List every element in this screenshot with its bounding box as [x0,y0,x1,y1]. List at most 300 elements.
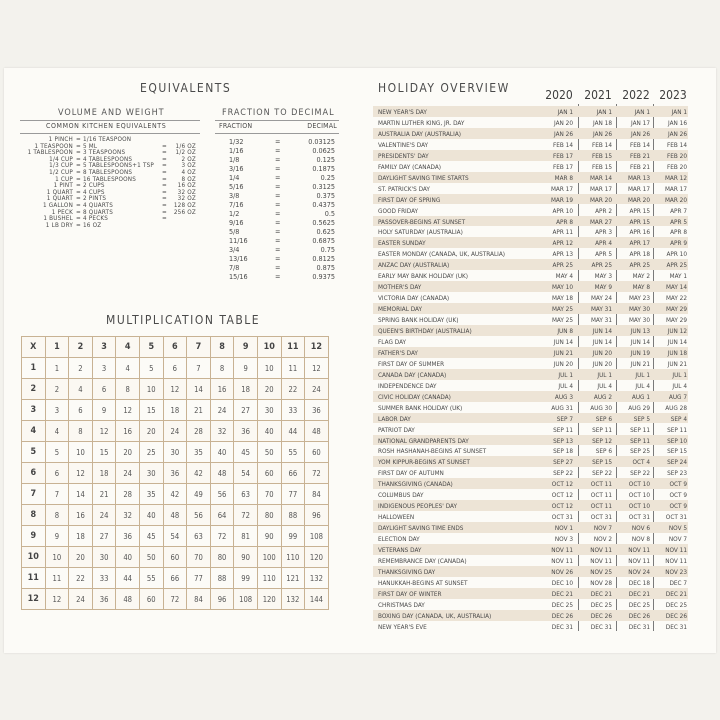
fraction-value: 1/8 [229,155,240,164]
multiplication-row [22,463,329,484]
volume-ounces: 2 OZ [181,155,196,163]
holiday-name: BOXING DAY (CANADA, UK, AUSTRALIA) [378,611,492,620]
fraction-equals: = [275,137,281,146]
decimal-value: 0.03125 [308,137,335,146]
holiday-date: MAY 23 [628,294,650,303]
holiday-date: JUN 8 [557,327,573,335]
multiplication-header-cell: 5 [139,337,163,358]
fraction-row [215,191,339,200]
holiday-row [373,424,688,435]
holiday-row [373,117,688,128]
holiday-date: AUG 30 [590,403,612,412]
fraction-value: 1/4 [229,173,240,182]
volume-equivalent: 4 CUPS [83,188,105,196]
fraction-row [215,245,339,254]
multiplication-cell: 48 [163,505,187,526]
volume-equivalent: 16 TABLESPOONS [83,175,137,183]
multiplication-cell: 15 [92,442,116,463]
holiday-date: JAN 16 [668,118,687,127]
holiday-row [373,402,688,413]
volume-ounces: 1/2 OZ [175,149,196,157]
multiplication-cell: 36 [234,421,258,442]
volume-row [20,223,200,230]
holiday-date: APR 11 [552,228,573,237]
holiday-date: NOV 24 [628,567,650,576]
holiday-date: SEP 22 [553,469,573,478]
volume-equals: = [76,202,81,209]
holiday-date: APR 8 [670,228,687,237]
holiday-row [373,248,688,259]
multiplication-cell: 7 [45,484,69,505]
multiplication-header-cell: 6 [22,463,46,484]
volume-amount: 1/3 CUP [49,162,73,170]
fraction-row [215,272,339,281]
fraction-row [215,164,339,173]
fraction-value: 1/32 [229,137,244,146]
holiday-name: DAYLIGHT SAVING TIME STARTS [378,173,469,182]
holiday-date: JAN 20 [554,118,573,127]
holiday-row [373,413,688,424]
multiplication-cell: 22 [69,568,93,589]
holiday-date: JUN 21 [630,359,650,368]
fraction-value: 11/16 [229,236,248,245]
multiplication-row [22,547,329,568]
holiday-date: OCT 11 [590,480,612,489]
multiplication-cell: 72 [163,589,187,610]
holiday-date: NOV 8 [631,535,650,544]
holiday-name: HOLY SATURDAY (AUSTRALIA) [378,228,463,237]
volume-equals-2: = [162,155,167,163]
multiplication-cell: 56 [210,484,234,505]
multiplication-cell: 54 [163,526,187,547]
multiplication-row [22,358,329,379]
volume-ounces: 256 OZ [173,208,196,216]
multiplication-row [22,400,329,421]
multiplication-cell: 8 [210,358,234,379]
multiplication-row [22,526,329,547]
decimal-value: 0.5 [324,209,335,218]
decimal-value: 0.875 [316,263,335,272]
holiday-date: OCT 10 [628,480,650,489]
volume-amount: 1/4 CUP [49,155,73,163]
holiday-date: DEC 26 [551,611,573,620]
holiday-date: JAN 26 [668,129,687,138]
volume-ounces: 1/6 OZ [175,142,196,150]
fraction-value: 13/16 [229,254,248,263]
multiplication-header-cell: 8 [210,337,234,358]
holiday-date: MAY 10 [551,283,573,292]
holiday-date: APR 25 [666,261,687,270]
multiplication-cell: 20 [116,442,140,463]
multiplication-cell: 63 [234,484,258,505]
volume-ounces: 32 OZ [177,195,196,203]
holiday-row [373,347,688,358]
volume-equals-2: = [162,162,167,170]
holiday-date: NOV 11 [665,546,687,554]
holiday-date: NOV 2 [593,535,612,544]
multiplication-cell: 144 [305,589,329,610]
holiday-date: MAY 25 [551,316,573,325]
multiplication-cell: 48 [116,589,140,610]
holiday-name: REMEMBRANCE DAY (CANADA) [378,556,467,565]
holiday-date: SEP 5 [633,414,650,423]
decimal-value: 0.1875 [312,164,335,173]
holiday-row [373,314,688,325]
multiplication-header-cell: 5 [22,442,46,463]
holiday-date: FEB 21 [629,151,650,160]
multiplication-cell: 2 [69,358,93,379]
multiplication-cell: 96 [305,505,329,526]
multiplication-cell: 32 [116,505,140,526]
holiday-date: NOV 11 [551,556,573,565]
multiplication-cell: 60 [305,442,329,463]
holiday-date: APR 16 [629,228,650,237]
multiplication-cell: 44 [281,421,305,442]
volume-ounces: 128 OZ [173,202,196,209]
holiday-date: MAY 1 [669,272,687,281]
holiday-name: HANUKKAH-BEGINS AT SUNSET [378,578,468,587]
fraction-header-rule [215,120,339,134]
holiday-name: SUMMER BANK HOLIDAY (UK) [378,403,463,412]
holiday-row [373,577,688,588]
multiplication-header-cell: 1 [45,337,69,358]
holiday-date: OCT 11 [590,491,612,500]
holiday-date: NOV 26 [551,567,573,576]
fraction-row [215,155,339,164]
holiday-row [373,216,688,227]
holiday-name: VICTORIA DAY (CANADA) [378,294,450,303]
holiday-date: OCT 31 [665,513,687,522]
multiplication-cell: 96 [210,589,234,610]
decimal-value: 0.125 [316,155,335,164]
fraction-value: 7/16 [229,200,244,209]
holiday-row [373,435,688,446]
multiplication-cell: 84 [187,589,211,610]
volume-equals: = [76,215,81,223]
fraction-equals: = [275,272,281,281]
holiday-date: FEB 14 [629,140,650,149]
multiplication-cell: 22 [281,379,305,400]
multiplication-cell: 77 [281,484,305,505]
multiplication-cell: 45 [234,442,258,463]
multiplication-cell: 20 [257,379,281,400]
multiplication-cell: 11 [281,358,305,379]
holiday-date: JAN 26 [593,129,612,138]
holiday-date: OCT 12 [551,480,573,489]
holiday-name: VETERANS DAY [378,546,422,554]
multiplication-cell: 18 [163,400,187,421]
holiday-date: APR 5 [595,250,612,259]
multiplication-cell: 20 [69,547,93,568]
holiday-row [373,303,688,314]
holiday-name: PRESIDENTS' DAY [378,151,429,160]
holiday-date: JUN 14 [592,337,612,346]
decimal-value: 0.375 [316,191,335,200]
holiday-date: APR 8 [556,217,573,226]
kitchen-header-rule [20,120,200,134]
holiday-name: GOOD FRIDAY [378,206,419,215]
multiplication-cell: 49 [187,484,211,505]
holiday-date: DEC 26 [628,611,650,620]
holiday-row [373,555,688,566]
multiplication-cell: 18 [69,526,93,547]
volume-ounces: 4 OZ [181,169,196,176]
multiplication-cell: 6 [45,463,69,484]
holiday-date: OCT 10 [628,502,650,511]
multiplication-cell: 80 [210,547,234,568]
holiday-name: FLAG DAY [378,337,407,346]
holiday-name: EARLY MAY BANK HOLIDAY (UK) [378,272,469,281]
holiday-date: APR 25 [552,261,573,270]
holiday-row [373,358,688,369]
holiday-date: OCT 31 [551,513,573,522]
multiplication-cell: 42 [187,463,211,484]
multiplication-header-cell: 1 [22,358,46,379]
multiplication-cell: 5 [139,358,163,379]
multiplication-cell: 12 [45,589,69,610]
holiday-row [373,292,688,303]
holiday-row [373,544,688,555]
holiday-row [373,259,688,270]
multiplication-cell: 16 [210,379,234,400]
holiday-date: MAR 20 [664,195,687,204]
multiplication-header-cell: 4 [22,421,46,442]
volume-row [20,177,200,184]
multiplication-cell: 40 [116,547,140,568]
holiday-name: SPRING BANK HOLIDAY (UK) [378,316,459,325]
multiplication-cell: 10 [139,379,163,400]
holiday-date: APR 18 [629,250,650,259]
multiplication-cell: 20 [139,421,163,442]
holiday-date: AUG 31 [551,403,573,412]
multiplication-cell: 84 [305,484,329,505]
holiday-date: APR 5 [670,217,687,226]
multiplication-cell: 66 [281,463,305,484]
holiday-row [373,139,688,150]
holiday-date: OCT 4 [632,458,650,467]
fraction-row [215,137,339,146]
multiplication-cell: 64 [210,505,234,526]
holiday-date: MAY 31 [590,305,612,314]
holiday-date: NOV 28 [590,578,612,587]
volume-amount: 1 LB DRY [45,221,73,229]
holiday-date: FEB 15 [591,162,612,171]
holiday-date: MAY 24 [590,294,612,303]
decimal-value: 0.5625 [312,218,335,227]
holiday-date: MAY 29 [665,316,687,325]
multiplication-cell: 35 [187,442,211,463]
multiplication-header-cell: 7 [22,484,46,505]
holiday-date: NOV 5 [668,524,687,533]
multiplication-cell: 21 [92,484,116,505]
holiday-date: JUN 18 [667,348,687,357]
decimal-value: 0.6875 [312,236,335,245]
multiplication-cell: 72 [234,505,258,526]
fraction-decimal-list [215,137,339,287]
volume-equivalent: 4 TABLESPOONS [83,155,133,163]
multiplication-header-cell: 9 [22,526,46,547]
multiplication-table [21,336,329,610]
fraction-row [215,146,339,155]
decimal-value: 0.9375 [312,272,335,281]
holiday-name: THANKSGIVING DAY [378,567,436,576]
multiplication-cell: 88 [210,568,234,589]
fraction-equals: = [275,254,281,263]
holiday-name: NEW YEAR'S EVE [378,622,427,631]
holiday-date: DEC 31 [551,622,573,631]
multiplication-cell: 24 [69,589,93,610]
holiday-date: JUL 4 [635,381,650,390]
holiday-row [373,270,688,281]
multiplication-cell: 9 [92,400,116,421]
holiday-date: NOV 11 [590,546,612,554]
holiday-date: MAR 20 [589,195,612,204]
volume-amount: 1 QUART [46,188,73,196]
fraction-equals: = [275,191,281,200]
holiday-name: THANKSGIVING (CANADA) [378,480,453,489]
volume-equals: = [76,169,81,176]
holiday-row [373,456,688,467]
holiday-date: NOV 7 [593,524,612,533]
holiday-date: SEP 6 [595,414,612,423]
multiplication-cell: 30 [139,463,163,484]
multiplication-cell: 120 [257,589,281,610]
multiplication-cell: 24 [305,379,329,400]
equivalents-title: EQUIVALENTS [140,81,232,95]
multiplication-cell: 12 [92,421,116,442]
fraction-row [215,263,339,272]
multiplication-cell: 16 [116,421,140,442]
volume-amount: 1 PINT [53,182,73,190]
volume-weight-list [20,137,200,237]
holiday-name: CIVIC HOLIDAY (CANADA) [378,392,451,401]
holiday-name: INDEPENDENCE DAY [378,381,437,390]
multiplication-header-cell: 3 [22,400,46,421]
holiday-name: CHRISTMAS DAY [378,600,425,609]
multiplication-cell: 33 [281,400,305,421]
multiplication-header-cell: 4 [116,337,140,358]
volume-equals-2: = [162,142,167,150]
multiplication-title: MULTIPLICATION TABLE [106,313,261,327]
holiday-date: APR 12 [552,239,573,248]
holiday-row [373,599,688,610]
volume-amount: 1/2 CUP [49,169,73,176]
holiday-row [373,226,688,237]
multiplication-cell: 110 [257,568,281,589]
multiplication-cell: 18 [234,379,258,400]
volume-equals: = [76,221,81,229]
holiday-name: FAMILY DAY (CANADA) [378,162,441,171]
holiday-name: MEMORIAL DAY [378,305,422,314]
multiplication-cell: 63 [187,526,211,547]
holiday-date: SEP 23 [667,469,687,478]
holiday-name: FIRST DAY OF WINTER [378,589,442,598]
fraction-value: 1/2 [229,209,240,218]
fraction-value: 1/16 [229,146,244,155]
multiplication-cell: 18 [92,463,116,484]
holiday-date: JUL 4 [672,381,687,390]
holiday-row [373,128,688,139]
fraction-equals: = [275,218,281,227]
multiplication-cell: 10 [69,442,93,463]
fraction-value: 5/16 [229,182,244,191]
multiplication-cell: 60 [163,547,187,568]
holiday-date: FEB 15 [591,151,612,160]
multiplication-cell: 6 [163,358,187,379]
fraction-row [215,236,339,245]
volume-amount: 1 GALLON [42,202,73,209]
holiday-date: JUL 4 [558,381,573,390]
holiday-row [373,391,688,402]
volume-equals: = [76,195,81,203]
holiday-date: JUN 20 [592,359,612,368]
volume-equivalent: 4 PECKS [83,215,109,223]
holiday-date: APR 25 [591,261,612,270]
holiday-date: MAY 8 [632,283,650,292]
holiday-date: AUG 2 [593,392,612,401]
volume-equals: = [76,142,81,150]
multiplication-cell: 4 [69,379,93,400]
holiday-date: SEP 11 [553,425,573,434]
volume-equals-2: = [162,175,167,183]
multiplication-header-cell: 2 [22,379,46,400]
multiplication-cell: 77 [187,568,211,589]
multiplication-row [22,568,329,589]
holiday-date: SEP 18 [553,447,573,456]
holiday-date: FEB 20 [666,151,687,160]
multiplication-cell: 3 [92,358,116,379]
holiday-date: OCT 12 [551,502,573,511]
holiday-date: APR 13 [552,250,573,259]
holiday-name: NATIONAL GRANDPARENTS DAY [378,436,469,445]
holiday-date: JUN 14 [592,327,612,335]
fraction-equals: = [275,155,281,164]
holiday-date: NOV 23 [665,567,687,576]
holiday-date: NOV 7 [668,535,687,544]
holiday-date: SEP 22 [592,469,612,478]
holiday-date: MAR 17 [550,184,573,193]
multiplication-cell: 33 [92,568,116,589]
holiday-date: OCT 12 [551,491,573,500]
fraction-row [215,200,339,209]
holiday-date: DEC 25 [665,600,687,609]
volume-equivalent: 2 CUPS [83,182,105,190]
multiplication-row [22,442,329,463]
multiplication-cell: 99 [234,568,258,589]
holiday-row [373,511,688,522]
volume-equals: = [76,175,81,183]
holiday-date: FEB 17 [552,162,573,171]
multiplication-cell: 8 [45,505,69,526]
holiday-date: DEC 7 [669,578,687,587]
volume-ounces: 32 OZ [177,188,196,196]
holiday-row [373,281,688,292]
holiday-name: PATRIOT DAY [378,425,415,434]
holiday-date: MAR 17 [664,184,687,193]
holiday-name: LABOR DAY [378,414,411,423]
holiday-row [373,205,688,216]
holiday-name: ELECTION DAY [378,535,420,544]
multiplication-cell: 70 [187,547,211,568]
multiplication-header-cell: 9 [234,337,258,358]
holiday-date: OCT 31 [590,513,612,522]
holiday-date: DEC 31 [665,622,687,631]
fraction-value: 9/16 [229,218,244,227]
holiday-date: DEC 21 [628,589,650,598]
volume-ounces: 3 OZ [181,162,196,170]
holiday-row [373,489,688,500]
holiday-date: JUN 21 [667,359,687,368]
